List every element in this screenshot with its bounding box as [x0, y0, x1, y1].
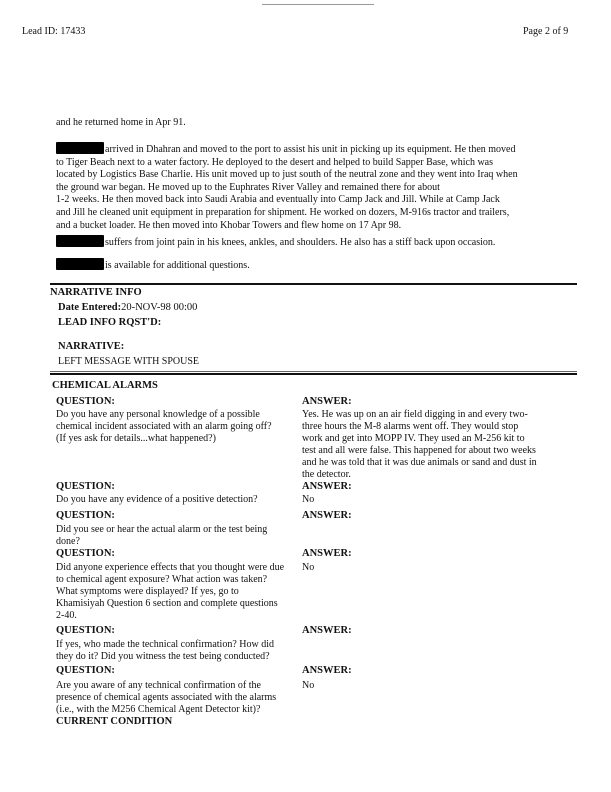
- section-divider: [50, 373, 577, 375]
- question-label: QUESTION:: [56, 625, 115, 636]
- date-entered: Date Entered:20-NOV-98 00:00: [58, 302, 198, 313]
- question-text: If yes, who made the technical confirmation? How did they do it? Did you witness the test being conducted?: [56, 639, 274, 662]
- question-text: Did you see or hear the actual alarm or the test being done?: [56, 524, 268, 547]
- redaction-block: [56, 258, 104, 270]
- question-label: QUESTION:: [56, 510, 115, 521]
- question-text: Do you have any personal knowledge of a possible chemical incident associated with an alarm going off? (If yes ask for details...what happened?): [56, 409, 272, 444]
- answer-label: ANSWER:: [302, 665, 352, 676]
- question-label: QUESTION:: [56, 548, 115, 559]
- chemical-alarms-title: CHEMICAL ALARMS: [52, 380, 158, 391]
- current-condition-title: CURRENT CONDITION: [56, 716, 173, 727]
- answer-text: No: [302, 494, 315, 505]
- paragraph-3: is available for additional questions.: [56, 258, 556, 273]
- question-text: Do you have any evidence of a positive detection?: [56, 494, 258, 505]
- section-divider: [50, 283, 577, 285]
- answer-text: No: [302, 680, 315, 691]
- answer-text: No: [302, 562, 315, 573]
- narrative-info-title: NARRATIVE INFO: [50, 287, 142, 298]
- answer-label: ANSWER:: [302, 396, 352, 407]
- top-divider: [262, 4, 374, 5]
- question-label: QUESTION:: [56, 665, 115, 676]
- section-divider: [50, 371, 577, 372]
- redaction-block: [56, 235, 104, 247]
- answer-label: ANSWER:: [302, 481, 352, 492]
- paragraph-2: suffers from joint pain in his knees, ankles, and shoulders. He also has a stiff back upon occasion.: [56, 235, 556, 250]
- narrative-label: NARRATIVE:: [58, 341, 125, 352]
- lead-info-label: LEAD INFO RQST'D:: [58, 317, 162, 328]
- paragraph-0: and he returned home in Apr 91.: [56, 117, 186, 128]
- answer-label: ANSWER:: [302, 625, 352, 636]
- narrative-value: LEFT MESSAGE WITH SPOUSE: [58, 356, 200, 367]
- page-number: Page 2 of 9: [523, 26, 569, 37]
- lead-id: Lead ID: 17433: [22, 26, 86, 37]
- paragraph-1: arrived in Dhahran and moved to the port to assist his unit in picking up its equipment. He then moved to Tiger Beach next to a water factory. He deployed to the desert and helped to build Sapper Base, which was located by Logistics Base Charlie. His unit moved up to just south of the neutral zone and they went into Iraq when the ground war began. He moved up to the Euphrates River Valley and remained there for about 1-2 weeks. He then moved back into Saudi Arabia and eventually into Camp Jack and Jill. While at Camp Jack and Jill he cleaned unit equipment in preparation for shipment. He worked on dozers, M-916s tractor and trailers, and a bucket loader. He then moved into Khobar Towers and flew home on 17 Apr 98.: [56, 144, 518, 231]
- answer-label: ANSWER:: [302, 510, 352, 521]
- question-label: QUESTION:: [56, 481, 115, 492]
- question-text: Are you aware of any technical confirmation of the presence of chemical agents associated with the alarms (i.e., with the M256 Chemical Agent Detector kit)?: [56, 680, 277, 715]
- question-label: QUESTION:: [56, 396, 115, 407]
- question-text: Did anyone experience effects that you thought were due to chemical agent exposure? What action was taken? What symptoms were displayed? If yes, go to Khamisiyah Question 6 section and complete questions 2-40.: [56, 562, 285, 621]
- answer-label: ANSWER:: [302, 548, 352, 559]
- redaction-block: [56, 142, 104, 154]
- answer-text: Yes. He was up on an air field digging in and every two- three hours the M-8 alarms went off. They would stop work and get into MOPP IV. They used an M-256 kit to test and all were false. This happened for about two weeks and he was told that it was due animals or sand and dust in the detector.: [302, 409, 537, 480]
